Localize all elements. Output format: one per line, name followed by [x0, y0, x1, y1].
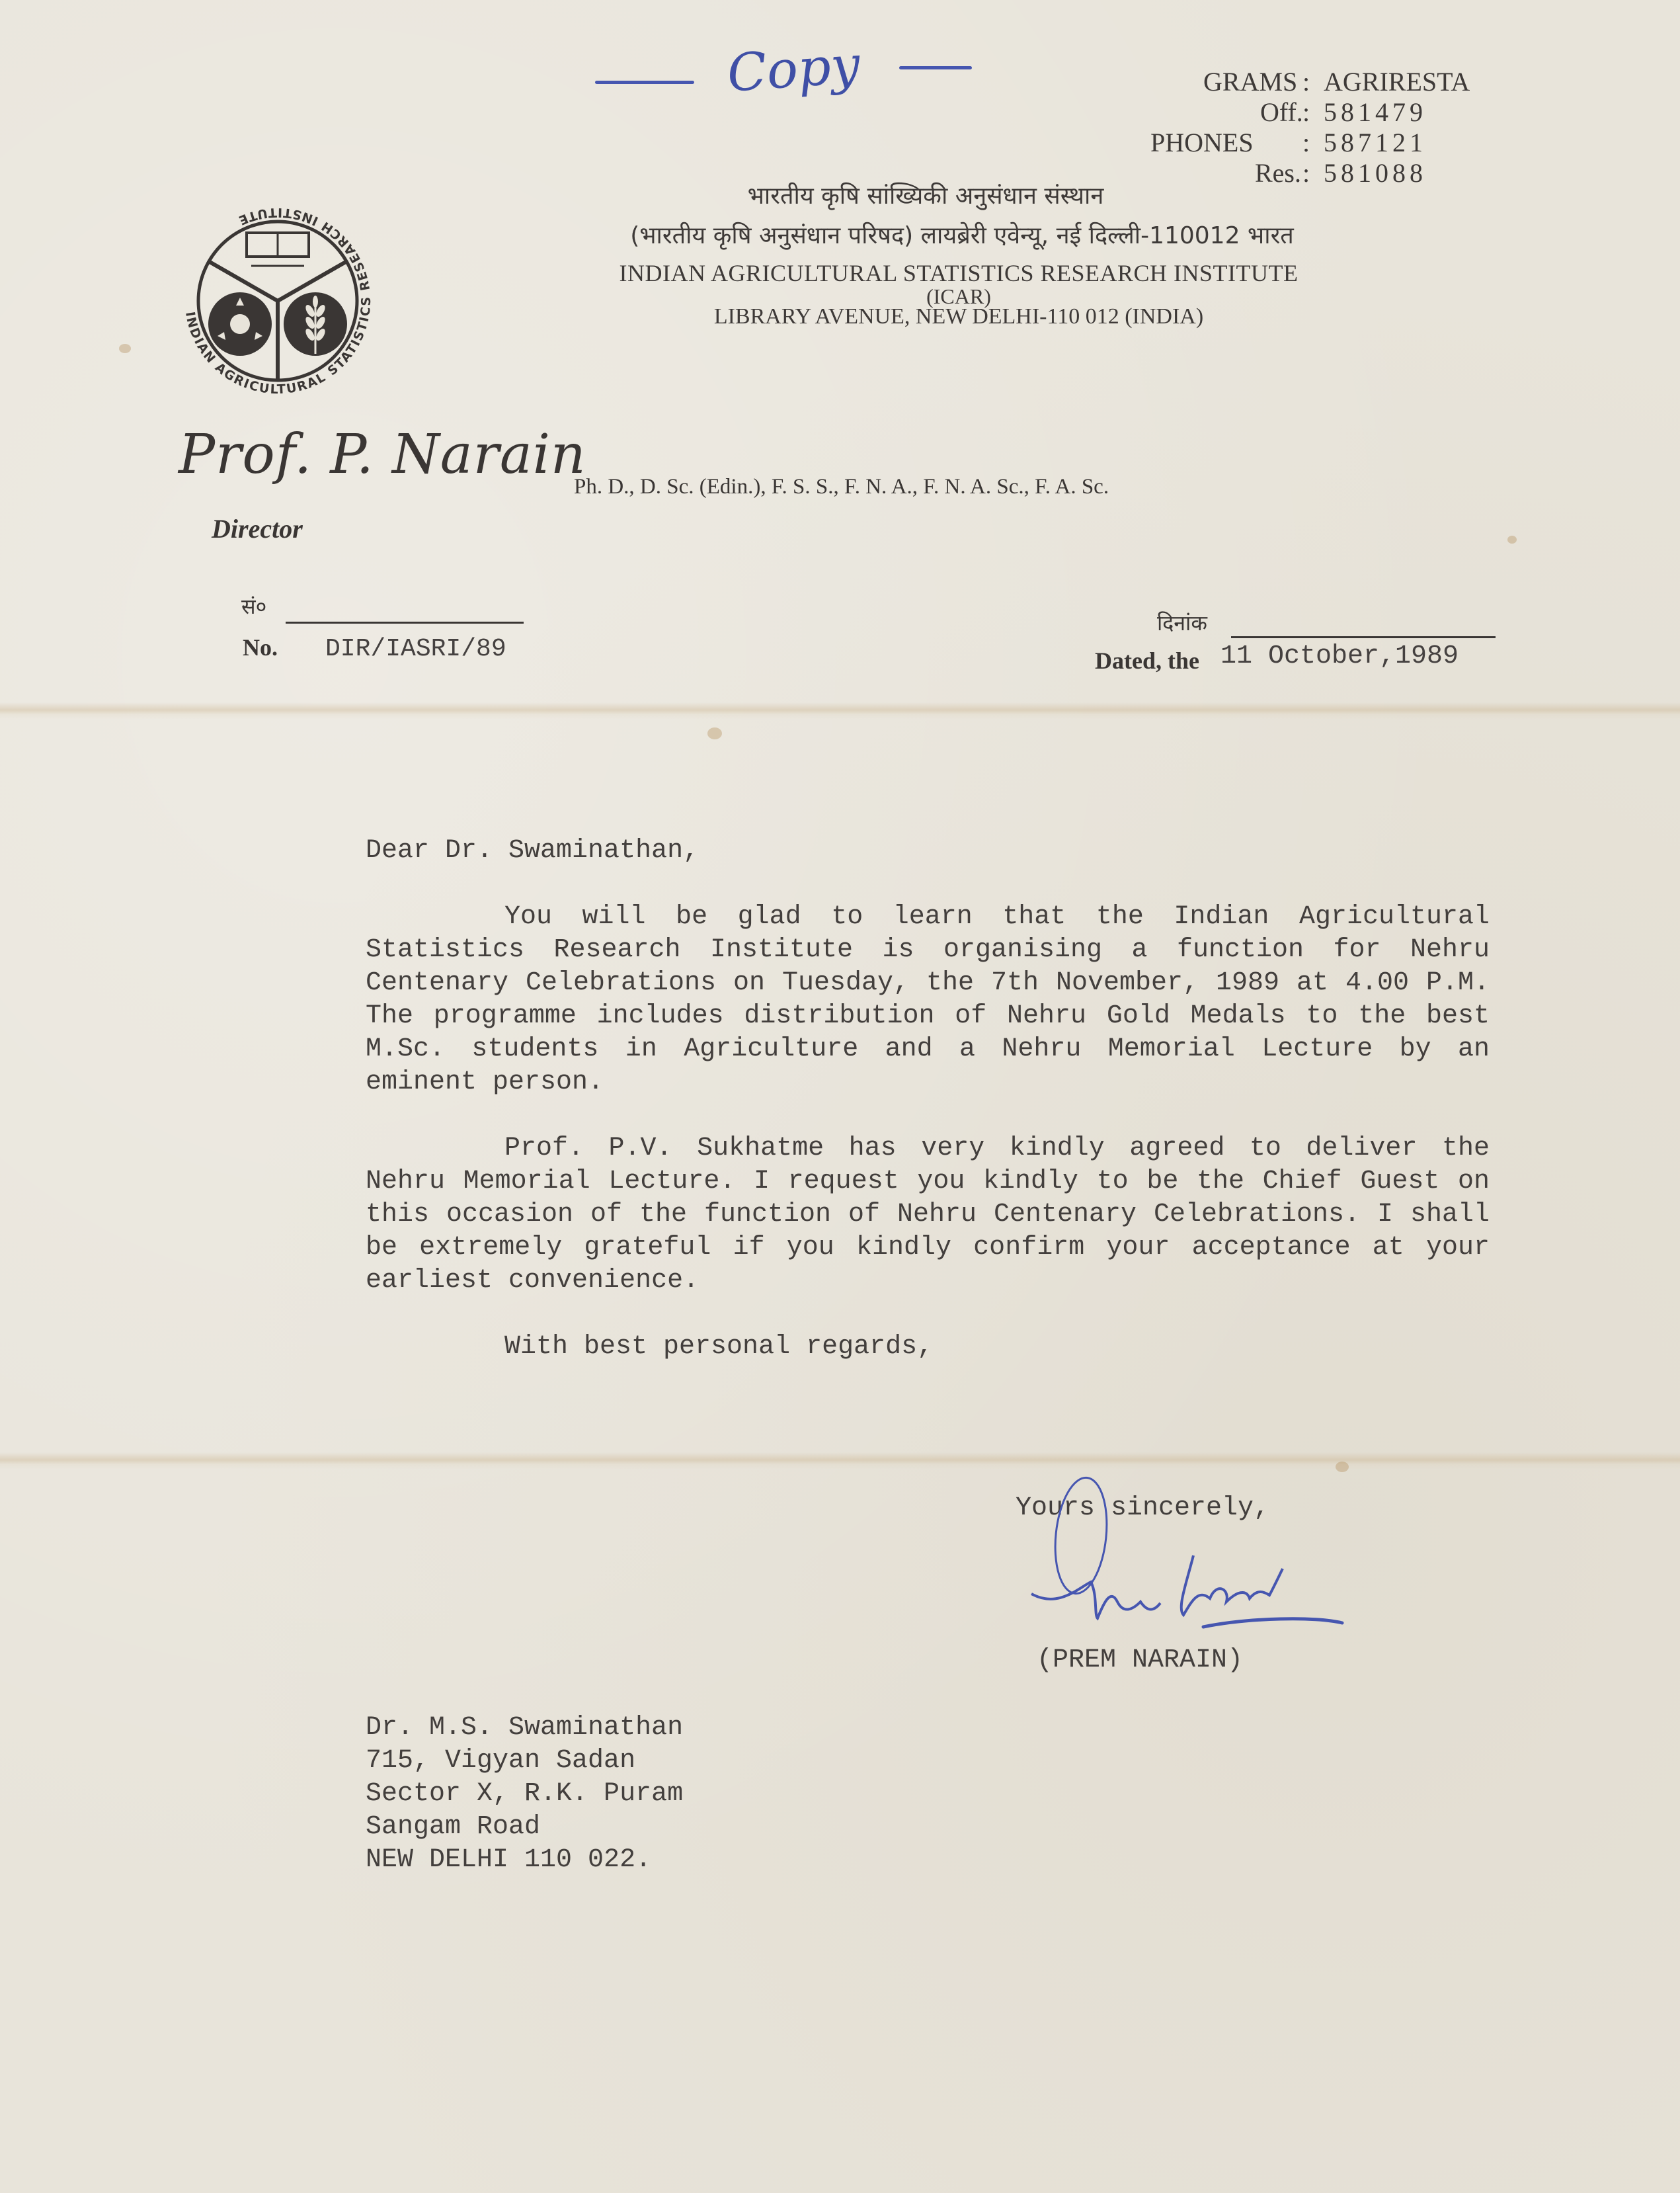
closing-line: Yours sincerely,	[1016, 1493, 1270, 1523]
signature-icon	[1018, 1476, 1375, 1648]
office-phone: 581479	[1324, 97, 1427, 127]
paper-stain	[1336, 1462, 1349, 1472]
institute-logo	[169, 192, 387, 410]
residence-phone-row	[1150, 157, 1521, 188]
separator: :	[1302, 97, 1310, 127]
date-rule	[1231, 636, 1496, 638]
address-line: Sangam Road	[366, 1812, 541, 1842]
phones-label: PHONES	[1150, 128, 1254, 157]
paper-fold-crease	[0, 702, 1680, 720]
seal-ring-text: INDIAN AGRICULTURAL STATISTICS RESEARCH INSTITUTE	[182, 204, 374, 397]
separator: :	[1302, 67, 1310, 97]
reference-number: DIR/IASRI/89	[325, 635, 506, 663]
letter-date: 11 October,1989	[1220, 641, 1459, 671]
hindi-institute-address: (भारतीय कृषि अनुसंधान परिषद) लायब्रेरी एवेन्यू, नई दिल्ली-110012 भारत	[630, 222, 1294, 249]
second-phone: 587121	[1324, 128, 1427, 157]
grams-row	[1150, 66, 1521, 97]
grams-value: AGRIRESTA	[1324, 67, 1470, 97]
paper-stain	[707, 727, 722, 739]
regards-line: With best personal regards,	[504, 1332, 934, 1362]
address-line: Dr. M.S. Swaminathan	[366, 1713, 684, 1743]
svg-text:Prem Narain: Prem Narain	[1018, 1476, 1022, 1477]
address-line: NEW DELHI 110 022.	[366, 1845, 652, 1875]
parent-body: (ICAR)	[926, 284, 991, 308]
paper-fold-crease	[0, 1452, 1680, 1469]
hindi-institute-name: भारतीय कृषि सांख्यिकी अनुसंधान संस्थान	[747, 183, 1104, 210]
recipient-address	[366, 1712, 683, 1877]
director-name: Prof. P. Narain	[179, 423, 586, 486]
reference-rule	[286, 622, 524, 624]
separator: :	[1302, 128, 1310, 157]
director-qualifications: Ph. D., D. Sc. (Edin.), F. S. S., F. N. A., F. N. A. Sc., F. A. Sc.	[574, 475, 1109, 499]
phones-row	[1150, 127, 1521, 157]
separator: :	[1302, 158, 1310, 188]
residence-label: Res.	[1255, 158, 1301, 188]
reference-label: No.	[243, 634, 278, 661]
institute-address: LIBRARY AVENUE, NEW DELHI-110 012 (INDIA)	[713, 304, 1204, 329]
contact-block	[1150, 66, 1521, 188]
salutation: Dear Dr. Swaminathan,	[366, 836, 700, 866]
institute-seal-icon	[169, 192, 387, 410]
address-line: 715, Vigyan Sadan	[366, 1746, 636, 1776]
handwritten-signature	[1018, 1476, 1375, 1648]
typed-signatory-name: (PREM NARAIN)	[1037, 1645, 1244, 1675]
residence-phone: 581088	[1324, 158, 1427, 188]
copy-note-text: Copy	[725, 35, 862, 104]
grams-label: GRAMS	[1203, 67, 1298, 97]
office-phone-row	[1150, 97, 1521, 127]
handwritten-copy-note	[595, 35, 979, 119]
paper-stain	[119, 344, 131, 353]
address-line: Sector X, R.K. Puram	[366, 1779, 684, 1809]
paper-stain	[1507, 536, 1517, 544]
letter-body	[366, 835, 1490, 1364]
reference-hindi-label: सं०	[241, 594, 267, 619]
date-hindi-label: दिनांक	[1157, 610, 1207, 636]
date-label: Dated, the	[1095, 647, 1199, 674]
pen-dash	[899, 66, 972, 69]
pen-dash	[595, 81, 694, 84]
director-title: Director	[212, 514, 303, 544]
office-label: Off.	[1260, 97, 1303, 127]
institute-name: INDIAN AGRICULTURAL STATISTICS RESEARCH INSTITUTE	[619, 260, 1299, 286]
body-paragraph: You will be glad to learn that the Indian Agricultural Statistics Research Institute is organising a function for Nehru Centenary Celebrations on Tuesday, the 7th November, 1989 at 4.00 P.M. The programme includes distribution of Nehru Gold Medals to the best M.Sc. students in Agriculture and a Nehru Memorial Lecture by an eminent person.	[366, 902, 1490, 1097]
body-paragraph: Prof. P.V. Sukhatme has very kindly agreed to deliver the Nehru Memorial Lecture. I request you kindly to be the Chief Guest on this occasion of the function of Nehru Centenary Celebrations. I shall be extremely grateful if you kindly confirm your acceptance at your earliest convenience.	[366, 1134, 1490, 1296]
